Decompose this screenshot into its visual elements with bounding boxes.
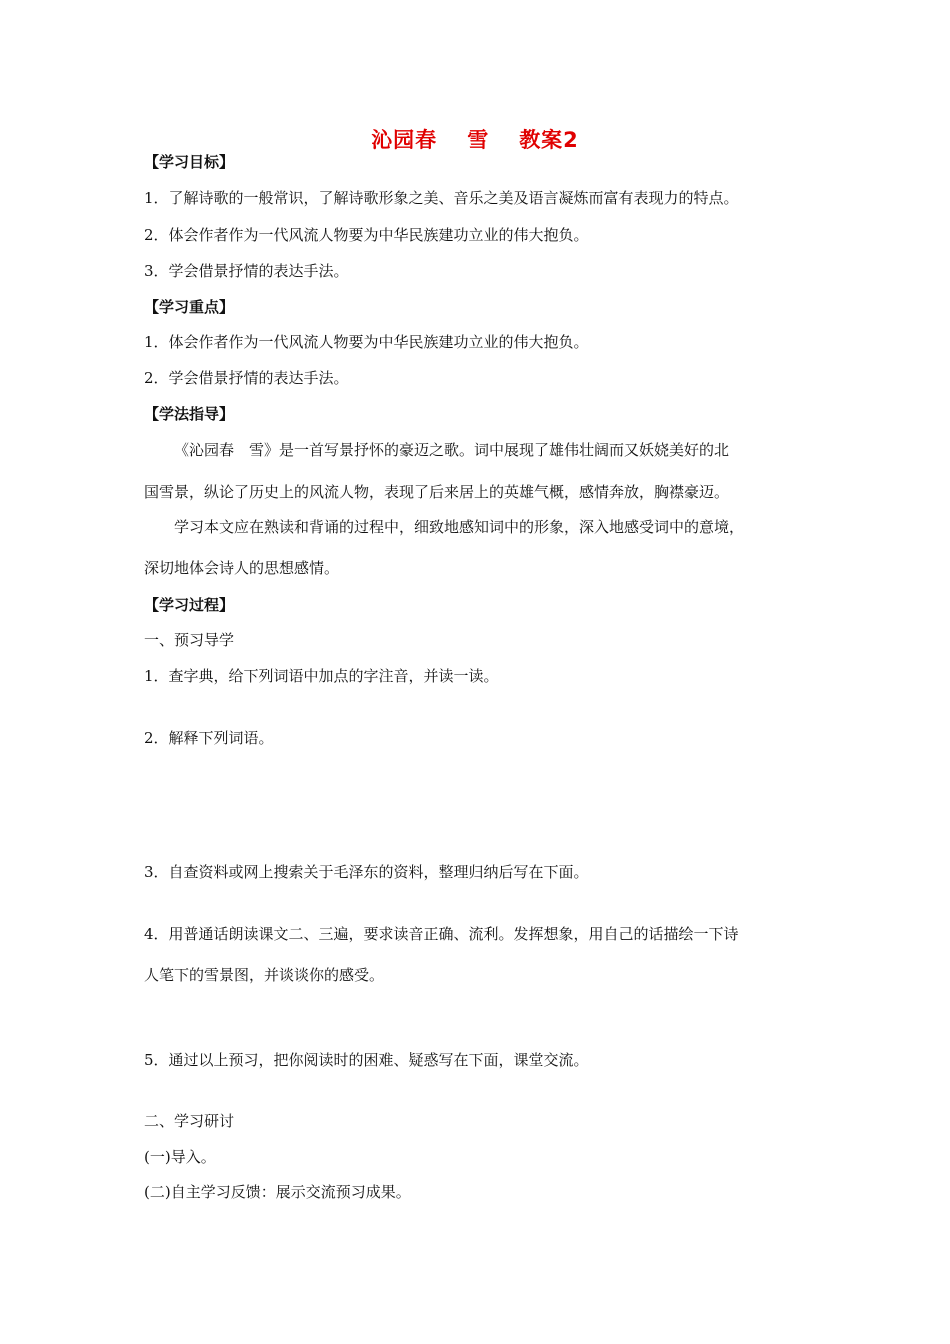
process-heading: 【学习过程】	[144, 596, 235, 614]
title-part-2: 雪	[467, 128, 490, 152]
guide-paragraph-2-line-2: 深切地体会诗人的思想感情。	[144, 559, 340, 577]
goal-item-3: 3．学会借景抒情的表达手法。	[144, 262, 349, 280]
focus-item-1: 1．体会作者作为一代风流人物要为中华民族建功立业的伟大抱负。	[144, 333, 589, 351]
goal-item-1: 1．了解诗歌的一般常识，了解诗歌形象之美、音乐之美及语言凝炼而富有表现力的特点。	[144, 189, 739, 207]
focus-item-2: 2．学会借景抒情的表达手法。	[144, 369, 349, 387]
guide-paragraph-2-line-1: 学习本文应在熟读和背诵的过程中，细致地感知词中的形象，深入地感受词中的意境，	[174, 518, 745, 536]
question-3: 3．自查资料或网上搜索关于毛泽东的资料，整理归纳后写在下面。	[144, 863, 589, 881]
question-4-line-1: 4．用普通话朗读课文二、三遍，要求读音正确、流利。发挥想象，用自己的话描绘一下诗	[144, 925, 739, 943]
title-part-3: 教案2	[519, 128, 579, 152]
question-5: 5．通过以上预习，把你阅读时的困难、疑惑写在下面，课堂交流。	[144, 1051, 589, 1069]
page-title	[0, 124, 950, 154]
goals-heading: 【学习目标】	[144, 153, 235, 171]
section-study: 二、学习研讨	[144, 1112, 235, 1130]
question-4-line-2: 人笔下的雪景图，并谈谈你的感受。	[144, 966, 385, 984]
guide-paragraph-1-line-2: 国雪景，纵论了历史上的风流人物，表现了后来居上的英雄气概，感情奔放，胸襟豪迈。	[144, 483, 730, 501]
guide-paragraph-1-line-1: 《沁园春 雪》是一首写景抒怀的豪迈之歌。词中展现了雄伟壮阔而又妖娆美好的北	[174, 441, 730, 459]
question-1: 1．查字典，给下列词语中加点的字注音，并读一读。	[144, 667, 499, 685]
section-preview: 一、预习导学	[144, 631, 235, 649]
question-2: 2．解释下列词语。	[144, 729, 274, 747]
focus-heading: 【学习重点】	[144, 298, 235, 316]
guide-heading: 【学法指导】	[144, 405, 235, 423]
study-step-1: (一)导入。	[144, 1148, 216, 1166]
study-step-2: (二)自主学习反馈：展示交流预习成果。	[144, 1183, 411, 1201]
goal-item-2: 2．体会作者作为一代风流人物要为中华民族建功立业的伟大抱负。	[144, 226, 589, 244]
title-part-1: 沁园春	[371, 128, 438, 152]
